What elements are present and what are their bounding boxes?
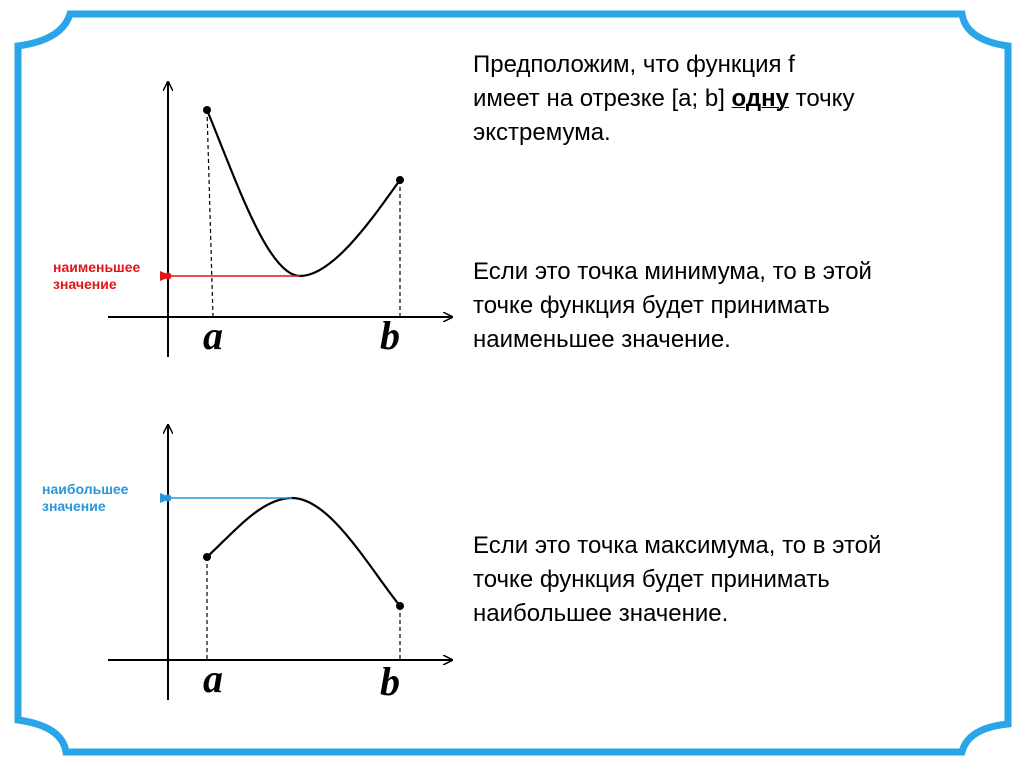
max-curve-start-point (203, 553, 211, 561)
max-text-line-3: наибольшее значение. (473, 600, 729, 627)
max-axis-label-a: a (203, 656, 223, 701)
max-axis-label-b: b (380, 659, 400, 704)
min-axis-label-b: b (380, 313, 400, 358)
min-text-line-1: Если это точка минимума, то в этой (473, 258, 872, 285)
min-label-line-2: значение (53, 276, 117, 292)
min-text-line-3: наименьшее значение. (473, 326, 731, 353)
max-label-line-1: наибольшее (42, 481, 129, 497)
min-label-line-1: наименьшее (53, 259, 141, 275)
max-value-dot (165, 495, 172, 502)
max-text-line-1: Если это точка максимума, то в этой (473, 532, 882, 559)
intro-line-2-end: точку (788, 85, 855, 112)
intro-emphasis: одну (731, 85, 789, 112)
min-axis-label-a: a (203, 313, 223, 358)
max-label-line-2: значение (42, 498, 106, 514)
max-text-line-2: точке функция будет принимать (473, 566, 830, 593)
intro-line-3: экстремума. (473, 119, 611, 146)
intro-line-2-start: имеет на отрезке [a; b] (473, 85, 732, 112)
intro-line-1: Предположим, что функция f (473, 51, 795, 78)
max-curve (207, 498, 400, 606)
max-curve-end-point (396, 602, 404, 610)
min-text-line-2: точке функция будет принимать (473, 292, 830, 319)
